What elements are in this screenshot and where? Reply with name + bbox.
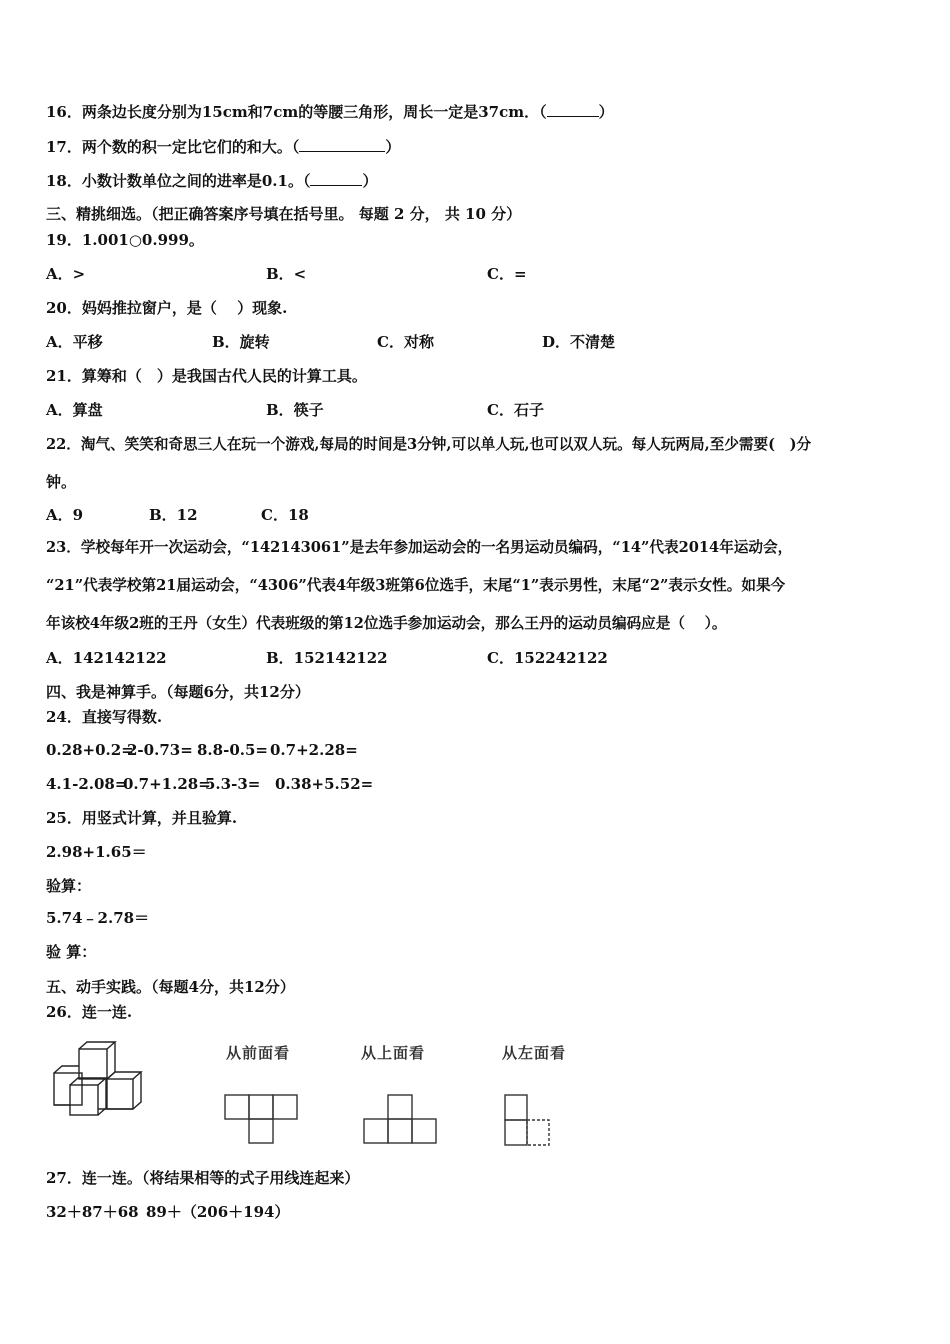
option-b[interactable]: B．12 — [149, 506, 198, 524]
question-18-text: 18．小数计数单位之间的进率是0.1。（ — [46, 172, 311, 190]
question-22-line-2: 钟。 — [46, 473, 77, 491]
left-view-label: 从左面看 — [502, 1044, 567, 1062]
match-expression[interactable]: 32＋87＋68 — [46, 1203, 139, 1221]
top-view-label: 从上面看 — [361, 1044, 426, 1062]
option-d[interactable]: D．不清楚 — [542, 333, 616, 351]
front-view-label: 从前面看 — [226, 1044, 291, 1062]
question-16-text: 16．两条边长度分别为15cm和7cm的等腰三角形，周长一定是37cm．（ — [46, 103, 547, 121]
option-b[interactable]: B．筷子 — [266, 401, 324, 419]
question-26-text: 26．连一连. — [46, 1003, 133, 1021]
calc-item: 4.1-2.08= — [46, 775, 128, 793]
question-23-line-1: 23．学校每年开一次运动会，“142143061”是去年参加运动会的一名男运动员编码，“14”代表2014年运动会， — [46, 539, 793, 556]
option-b[interactable]: B．< — [266, 265, 307, 283]
option-a[interactable]: A．9 — [46, 506, 84, 524]
question-23-line-3: 年该校4年级2班的王丹（女生）代表班级的第12位选手参加运动会，那么王丹的运动员编码应是（ ）。 — [46, 615, 727, 632]
option-a[interactable]: A．平移 — [46, 333, 103, 351]
option-c[interactable]: C．对称 — [377, 333, 434, 351]
question-17: 17．两个数的积一定比它们的和大。（ ） — [46, 138, 401, 156]
calc-item: 0.28+0.2= — [46, 741, 134, 759]
view-shape-inverted-t[interactable] — [361, 1092, 441, 1146]
question-27-text: 27．连一连。（将结果相等的式子用线连起来） — [46, 1169, 360, 1187]
option-a[interactable]: A．142142122 — [46, 649, 167, 667]
question-21-text: 21．算筹和（ ）是我国古代人民的计算工具。 — [46, 367, 367, 385]
option-c[interactable]: C．= — [487, 265, 527, 283]
question-19-text: 19．1.001○0.999。 — [46, 231, 204, 249]
answer-blank[interactable] — [310, 171, 362, 186]
option-c[interactable]: C．18 — [261, 506, 309, 524]
section-3-heading: 三、精挑细选。（把正确答案序号填在括号里。 每题 2 分， 共 10 分） — [46, 205, 522, 223]
calc-item: 5.3-3= — [205, 775, 261, 793]
option-c[interactable]: C．152242122 — [487, 649, 608, 667]
option-b[interactable]: B．152142122 — [266, 649, 388, 667]
view-shape-l[interactable] — [500, 1092, 556, 1148]
calc-item: 8.8-0.5= — [197, 741, 268, 759]
question-18: 18．小数计数单位之间的进率是0.1。（ ） — [46, 172, 378, 190]
option-a[interactable]: A．算盘 — [46, 401, 103, 419]
calc-item: 0.7+2.28= — [270, 741, 358, 759]
check-label: 验 算： — [46, 943, 97, 961]
calc-item: 0.7+1.28= — [123, 775, 211, 793]
vertical-calc-expression: 2.98+1.65＝ — [46, 843, 147, 861]
question-23-line-2: “21”代表学校第21届运动会，“4306”代表4年级3班第6位选手，末尾“1”表示男性，末尾“2”表示女性。如果今 — [46, 577, 786, 594]
question-24-text: 24．直接写得数. — [46, 708, 163, 726]
answer-blank[interactable] — [547, 102, 599, 117]
calc-item: 0.38+5.52= — [275, 775, 374, 793]
option-b[interactable]: B．旋转 — [212, 333, 270, 351]
section-5-heading: 五、动手实践。（每题4分，共12分） — [46, 978, 295, 996]
question-16: 16．两条边长度分别为15cm和7cm的等腰三角形，周长一定是37cm．（ ） — [46, 103, 614, 121]
option-c[interactable]: C．石子 — [487, 401, 544, 419]
match-expression[interactable]: 89＋（206＋194） — [146, 1203, 290, 1221]
section-4-heading: 四、我是神算手。（每题6分，共12分） — [46, 683, 310, 701]
question-22-line-1: 22．淘气、笑笑和奇思三人在玩一个游戏,每局的时间是3分钟,可以单人玩,也可以双人玩。每人玩两局,至少需要( )分 — [46, 436, 812, 453]
answer-blank[interactable] — [299, 137, 385, 152]
view-shape-t[interactable] — [222, 1092, 302, 1146]
vertical-calc-expression: 5.74﹣2.78＝ — [46, 909, 150, 927]
question-20-text: 20．妈妈推拉窗户，是（ ）现象. — [46, 299, 288, 317]
calc-item: 2-0.73= — [127, 741, 193, 759]
option-a[interactable]: A．> — [46, 265, 86, 283]
question-25-text: 25．用竖式计算，并且验算. — [46, 809, 238, 827]
question-17-text: 17．两个数的积一定比它们的和大。（ — [46, 138, 300, 156]
check-label: 验算： — [46, 877, 92, 895]
cube-stack-figure — [48, 1040, 152, 1120]
